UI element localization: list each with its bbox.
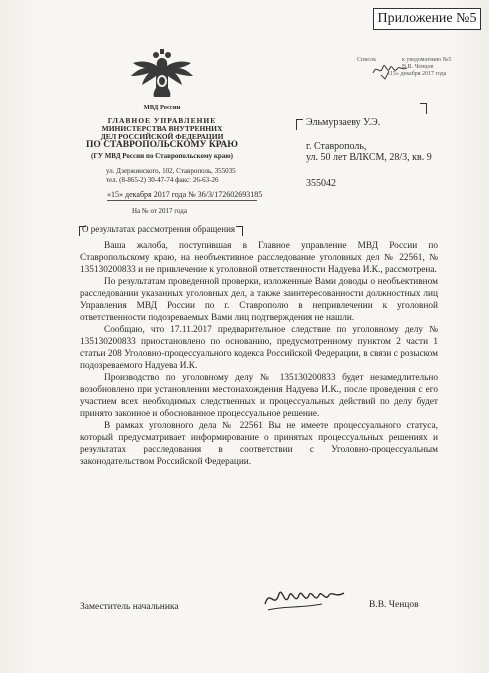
subject-bracket-right <box>236 226 243 236</box>
subject-line: О результатах рассмотрения обращения <box>82 224 236 234</box>
header-line-2: МИНИСТЕРСТВА ВНУТРЕННИХ <box>101 124 223 133</box>
paragraph-3: Сообщаю, что 17.11.2017 предварительное следствие по уголовному делу № 135130200833 приостановлено по основанию, предусмотренному пунктом 2 части 1 статьи 208 Уголовно-процессуального кодекса Российской Федерации, в связи с розыском подозреваемого Надуева И.К. <box>80 325 438 371</box>
appendix-label: Приложение №5 <box>373 8 481 30</box>
sender-address: ул. Дзержинского, 102, Ставрополь, 355035 <box>106 167 236 175</box>
recipient-street: ул. 50 лет ВЛКСМ, 28/3, кв. 9 <box>306 152 432 163</box>
header-line-3: ДЕЛ РОССИЙСКОЙ ФЕДЕРАЦИИ <box>100 132 224 141</box>
sender-phone: тел. (8-865-2) 30-47-74 факс: 26-63-26 <box>106 176 219 184</box>
recipient-bracket-right <box>420 103 427 114</box>
stamp-note-line4: «15» декабря 2017 года <box>387 71 447 77</box>
stamp-note-line3: В.В. Ченцов <box>402 64 434 70</box>
header-line-5: (ГУ МВД России по Ставропольскому краю) <box>91 152 233 160</box>
registration-underline <box>107 200 257 201</box>
paragraph-4: Производство по уголовному делу № 135130200833 будет незамедлительно возобновлено при установлении местонахождения Надуева И.К., после проведения с его участием всех необходимых следственных и процессуальных действий по делу будет принято законное и обоснованное процессуальное решение. <box>80 373 438 419</box>
paragraph-1: Ваша жалоба, поступившая в Главное управление МВД России по Ставропольскому краю, на необъективное расследование уголовных дел № 22561, № 135130200833 и не привлечение к уголовной ответственности Надуева И.К., рассмотрена. <box>80 241 438 275</box>
registration-reference: На № от 2017 года <box>132 207 187 215</box>
signatory-title: Заместитель начальника <box>80 602 179 612</box>
stamp-signature-icon <box>371 59 409 81</box>
paragraph-2: По результатам проведенной проверки, изложенные Вами доводы о необъективном расследовании указанных уголовных дел, а также заинтересованности должностных лиц Управления МВД России по г. Ставрополю в непривлечении к уголовной ответственности подозреваемых Вами лиц подтверждения не нашли. <box>80 277 438 323</box>
recipient-name: Эльмурзаеву У.Э. <box>306 117 381 128</box>
agency-short: МВД России <box>143 104 181 111</box>
header-line-1: ГЛАВНОЕ УПРАВЛЕНИЕ <box>107 116 217 125</box>
paragraph-5: В рамках уголовного дела № 22561 Вы не имеете процессуального статуса, который предусматривает информирование о принятых процессуальных решениях и результатах расследования в соответствии с Уголовно-процессуальным законодательством Российской Федерации. <box>80 421 438 467</box>
header-line-4: ПО СТАВРОПОЛЬСКОМУ КРАЮ <box>86 140 238 150</box>
handwritten-signature-icon <box>262 582 347 616</box>
double-headed-eagle-emblem-icon <box>127 48 197 100</box>
registration-date-number: «15» декабря 2017 года № 36/3/172602693185 <box>107 190 263 199</box>
stamp-note-line2: к уведомлению №5 <box>402 57 452 63</box>
stamp-note-line1: Список <box>357 57 377 63</box>
signatory-name: В.В. Ченцов <box>369 600 419 610</box>
recipient-bracket-left <box>296 119 303 130</box>
recipient-zip: 355042 <box>306 178 336 189</box>
body-text <box>80 240 438 468</box>
recipient-city: г. Ставрополь, <box>306 141 367 152</box>
